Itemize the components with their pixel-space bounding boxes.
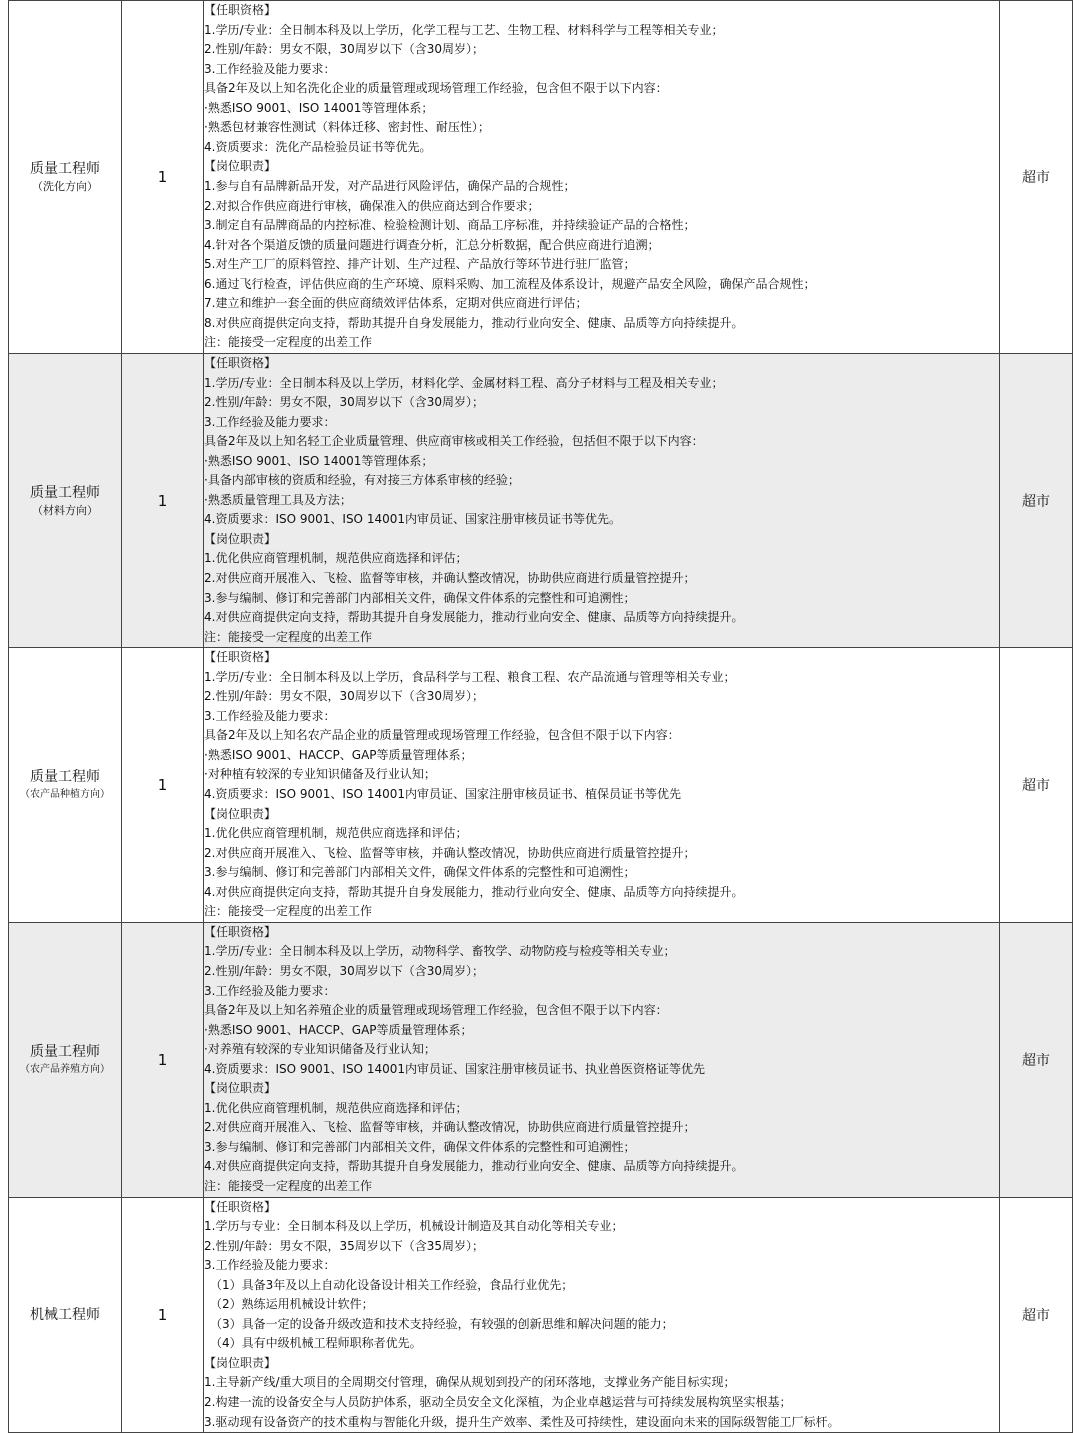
section-heading: 【岗位职责】 (204, 1081, 277, 1096)
department: 超市 (1000, 354, 1073, 648)
detail-line: 2.对供应商开展准入、飞检、监督等审核，并确认整改情况，协助供应商进行质量管控提升； (204, 845, 696, 860)
job-direction: （农产品养殖方向） (20, 1063, 110, 1075)
job-title: 质量工程师 (30, 484, 100, 501)
detail-line: 3.工作经验及能力要求： (204, 983, 336, 998)
headcount: 1 (122, 354, 204, 648)
job-row (9, 354, 1073, 648)
job-title-cell (9, 1197, 122, 1433)
detail-line: （4）具有中级机械工程师职称者优先。 (210, 1336, 422, 1351)
job-title: 质量工程师 (30, 161, 100, 177)
detail-line: 6.通过飞行检查，评估供应商的生产环境、原料采购、加工流程及体系设计，规避产品安全风险，确保产品合规性； (204, 276, 816, 291)
detail-line: ·熟悉ISO 9001、HACCP、GAP等质量管理体系； (204, 747, 473, 762)
department: 超市 (1000, 1197, 1073, 1433)
detail-line: 2.构建一流的设备安全与人员防护体系，驱动全员安全文化深植，为企业卓越运营与可持续发展构筑坚实根基； (204, 1394, 792, 1409)
detail-line: （1）具备3年及以上自动化设备设计相关工作经验，食品行业优先； (210, 1277, 574, 1292)
headcount: 1 (122, 1197, 204, 1433)
department: 超市 (1000, 1, 1073, 354)
detail-line: 4.对供应商提供定向支持，帮助其提升自身发展能力，推动行业向安全、健康、品质等方向持续提升。 (204, 610, 744, 625)
detail-line: 1.学历/专业：全日制本科及以上学历，材料化学、金属材料工程、高分子材料与工程及相关专业； (204, 375, 724, 390)
detail-line: 3.参与编制、修订和完善部门内部相关文件，确保文件体系的完整性和可追溯性； (204, 590, 636, 605)
detail-line: ·熟悉ISO 9001、ISO 14001等管理体系； (204, 453, 434, 468)
detail-line: 1.学历/专业：全日制本科及以上学历，化学工程与工艺、生物工程、材料科学与工程等相关专业； (204, 22, 724, 37)
detail-line: 1.学历/专业：全日制本科及以上学历，动物科学、畜牧学、动物防疫与检疫等相关专业； (204, 944, 676, 959)
section-heading: 【岗位职责】 (204, 806, 277, 821)
detail-line: 注：能接受一定程度的出差工作 (204, 904, 373, 919)
job-details (204, 354, 1000, 648)
detail-line: 4.针对各个渠道反馈的质量问题进行调查分析，汇总分析数据，配合供应商进行追溯； (204, 237, 660, 252)
job-details (204, 922, 1000, 1197)
detail-line: 1.优化供应商管理机制，规范供应商选择和评估； (204, 826, 468, 841)
detail-line: 2.性别/年龄：男女不限，35周岁以下（含35周岁）； (204, 1238, 485, 1253)
detail-line: 注：能接受一定程度的出差工作 (204, 1178, 373, 1193)
detail-line: 4.对供应商提供定向支持，帮助其提升自身发展能力，推动行业向安全、健康、品质等方向持续提升。 (204, 884, 744, 899)
detail-line: 具备2年及以上知名洗化企业的质量管理或现场管理工作经验，包含但不限于以下内容： (204, 81, 668, 96)
detail-line: ·熟悉ISO 9001、HACCP、GAP等质量管理体系； (204, 1022, 473, 1037)
detail-line: ·对种植有较深的专业知识储备及行业认知； (204, 767, 436, 782)
section-heading: 【任职资格】 (204, 3, 277, 18)
detail-line: 2.对供应商开展准入、飞检、监督等审核，并确认整改情况，协助供应商进行质量管控提升； (204, 571, 696, 586)
job-title: 机械工程师 (30, 1306, 100, 1323)
detail-line: 3.参与编制、修订和完善部门内部相关文件，确保文件体系的完整性和可追溯性； (204, 1139, 636, 1154)
detail-line: 4.资质要求：ISO 9001、ISO 14001内审员证、国家注册审核员证书、植保员证书等优先 (204, 787, 681, 802)
detail-line: 2.对供应商开展准入、飞检、监督等审核，并确认整改情况，协助供应商进行质量管控提升； (204, 1120, 696, 1135)
job-direction: （材料方向） (32, 503, 98, 517)
detail-line: 具备2年及以上知名养殖企业的质量管理或现场管理工作经验，包含但不限于以下内容： (204, 1003, 668, 1018)
detail-line: 具备2年及以上知名农产品企业的质量管理或现场管理工作经验，包含但不限于以下内容： (204, 728, 680, 743)
job-title-cell (9, 648, 122, 923)
job-row (9, 1, 1073, 354)
detail-line: 8.对供应商提供定向支持，帮助其提升自身发展能力，推动行业向安全、健康、品质等方向持续提升。 (204, 315, 744, 330)
job-details (204, 648, 1000, 923)
job-title: 质量工程师 (30, 1043, 100, 1060)
headcount: 1 (122, 1, 204, 354)
detail-line: 2.性别/年龄：男女不限，30周岁以下（含30周岁）； (204, 963, 485, 978)
headcount: 1 (122, 648, 204, 923)
detail-line: （2）熟练运用机械设计软件； (210, 1297, 374, 1312)
detail-line: 1.参与自有品牌新品开发，对产品进行风险评估，确保产品的合规性； (204, 179, 576, 193)
job-row (9, 922, 1073, 1197)
detail-line: 5.对生产工厂的原料管控、排产计划、生产过程、产品放行等环节进行驻厂监管； (204, 257, 636, 272)
section-heading: 【任职资格】 (204, 924, 277, 939)
detail-line: 4.资质要求：洗化产品检验员证书等优先。 (204, 139, 432, 154)
section-heading: 【任职资格】 (204, 356, 277, 370)
job-row (9, 648, 1073, 923)
job-title-cell (9, 354, 122, 648)
headcount: 1 (122, 922, 204, 1197)
detail-line: 2.性别/年龄：男女不限，30周岁以下（含30周岁）； (204, 42, 485, 57)
job-direction: （洗化方向） (32, 180, 98, 193)
detail-line: （3）具备一定的设备升级改造和技术支持经验，有较强的创新思维和解决问题的能力； (210, 1316, 674, 1331)
department: 超市 (1000, 922, 1073, 1197)
detail-line: 注：能接受一定程度的出差工作 (204, 335, 373, 350)
detail-line: 3.工作经验及能力要求： (204, 1258, 336, 1273)
detail-line: 4.资质要求：ISO 9001、ISO 14001内审员证、国家注册审核员证书等优先。 (204, 512, 621, 527)
detail-line: 2.对拟合作供应商进行审核，确保准入的供应商达到合作要求； (204, 198, 540, 213)
job-title-cell (9, 922, 122, 1197)
job-direction: （农产品种植方向） (20, 789, 110, 801)
detail-line: ·熟悉包材兼容性测试（料体迁移、密封性、耐压性）； (204, 120, 490, 135)
detail-line: 2.性别/年龄：男女不限，30周岁以下（含30周岁）； (204, 689, 485, 704)
detail-line: ·具备内部审核的资质和经验，有对接三方体系审核的经验； (204, 473, 520, 488)
detail-line: 3.参与编制、修订和完善部门内部相关文件，确保文件体系的完整性和可追溯性； (204, 865, 636, 880)
detail-line: 1.学历/专业：全日制本科及以上学历，食品科学与工程、粮食工程、农产品流通与管理等相关专业； (204, 669, 736, 684)
section-heading: 【岗位职责】 (204, 159, 277, 174)
job-row (9, 1197, 1073, 1433)
detail-line: 7.建立和维护一套全面的供应商绩效评估体系，定期对供应商进行评估； (204, 296, 588, 311)
job-table (8, 0, 1073, 1433)
detail-line: 3.驱动现有设备资产的技术重构与智能化升级，提升生产效率、柔性及可持续性，建设面向未来的国际级智能工厂标杆。 (204, 1414, 840, 1429)
detail-line: 1.优化供应商管理机制，规范供应商选择和评估； (204, 1100, 468, 1115)
section-heading: 【任职资格】 (204, 650, 277, 665)
detail-line: 1.优化供应商管理机制，规范供应商选择和评估； (204, 551, 468, 566)
detail-line: 具备2年及以上知名轻工企业质量管理、供应商审核或相关工作经验，包括但不限于以下内容： (204, 434, 704, 449)
detail-line: 3.工作经验及能力要求： (204, 414, 336, 429)
detail-line: 1.主导新产线/重大项目的全周期交付管理，确保从规划到投产的闭环落地，支撑业务产能目标实现； (204, 1375, 736, 1390)
detail-line: 3.工作经验及能力要求： (204, 708, 336, 723)
job-table-body (9, 1, 1073, 1433)
job-title-cell (9, 1, 122, 354)
detail-line: ·对养殖有较深的专业知识储备及行业认知； (204, 1042, 436, 1057)
detail-line: 4.资质要求：ISO 9001、ISO 14001内审员证、国家注册审核员证书、执业兽医资格证等优先 (204, 1061, 705, 1076)
detail-line: 2.性别/年龄：男女不限，30周岁以下（含30周岁）； (204, 395, 485, 410)
detail-line: 4.对供应商提供定向支持，帮助其提升自身发展能力，推动行业向安全、健康、品质等方向持续提升。 (204, 1159, 744, 1174)
section-heading: 【岗位职责】 (204, 1355, 277, 1370)
detail-line: ·熟悉ISO 9001、ISO 14001等管理体系； (204, 100, 434, 115)
detail-line: 3.制定自有品牌商品的内控标准、检验检测计划、商品工序标准，并持续验证产品的合格性； (204, 218, 696, 233)
job-details (204, 1, 1000, 354)
detail-line: 1.学历与专业：全日制本科及以上学历，机械设计制造及其自动化等相关专业； (204, 1219, 624, 1234)
detail-line: 3.工作经验及能力要求： (204, 61, 336, 76)
detail-line: 注：能接受一定程度的出差工作 (204, 629, 373, 644)
section-heading: 【岗位职责】 (204, 531, 277, 546)
job-details (204, 1197, 1000, 1433)
job-title: 质量工程师 (30, 769, 100, 786)
section-heading: 【任职资格】 (204, 1199, 277, 1214)
department: 超市 (1000, 648, 1073, 923)
detail-line: ·熟悉质量管理工具及方法； (204, 492, 352, 507)
